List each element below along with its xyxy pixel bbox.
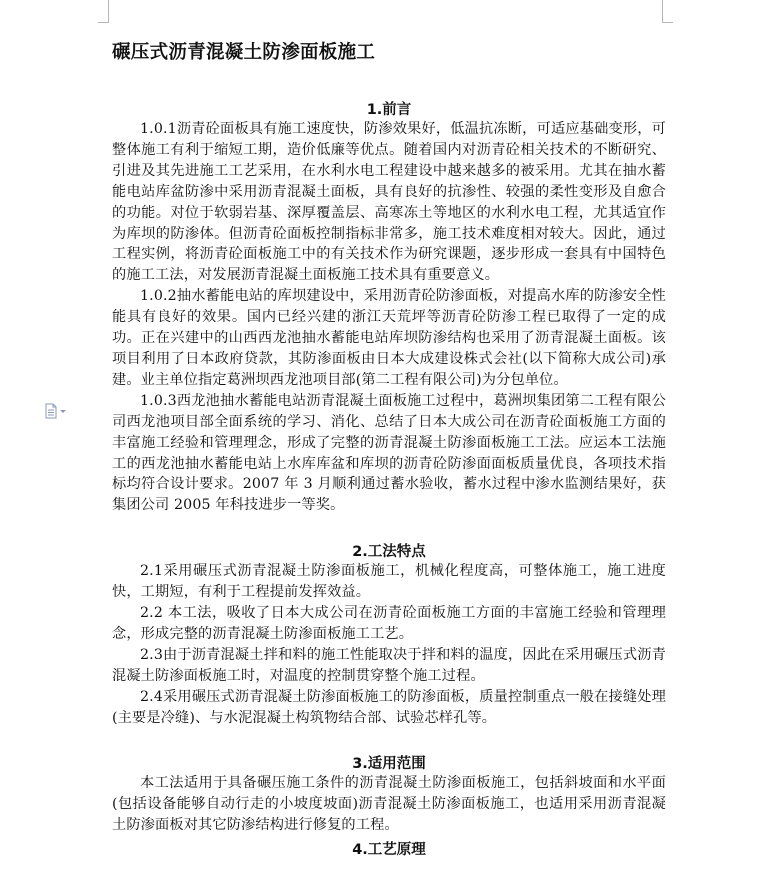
section-scope bbox=[112, 752, 666, 836]
document-icon[interactable] bbox=[44, 403, 72, 419]
section-intro bbox=[112, 98, 666, 516]
section-heading: 2.工法特点 bbox=[352, 544, 426, 561]
page-corner-mark-right bbox=[662, 0, 673, 23]
paragraph: 1.0.3西龙池抽水蓄能电站沥青混凝土面板施工过程中，葛洲坝集团第二工程有限公司西龙池项目部全面系统的学习、消化、总结了日本大成公司在沥青砼面板施工方面的丰富施工经验和管理理念，形成了完整的沥青混凝土防渗面板施工工法。应运本工法施工的西龙池抽水蓄能电站上水库库盆和库坝的沥青砼防渗面面板质量优良，各项技术指标均符合设计要求。2007 年 3 月顺利通过蓄水验收，蓄水过程中渗水监测结果好，获集团公司 2005 年科技进步一等奖。 bbox=[112, 392, 666, 514]
section-heading: 3.适用范围 bbox=[352, 756, 426, 773]
document-page bbox=[112, 38, 666, 859]
section-heading: 4.工艺原理 bbox=[352, 842, 426, 859]
paragraph: 2.2 本工法，吸收了日本大成公司在沥青砼面板施工方面的丰富施工经验和管理理念，形成完整的沥青混凝土防渗面板施工工艺。 bbox=[112, 605, 666, 642]
paragraph: 2.1采用碾压式沥青混凝土防渗面板施工，机械化程度高，可整体施工，施工进度快，工期短，有利于工程提前发挥效益。 bbox=[112, 563, 666, 601]
section-heading: 1.前言 bbox=[366, 102, 412, 118]
paragraph: 2.4采用碾压式沥青混凝土防渗面板施工的防渗面板，质量控制重点一般在接缝处理(主要是冷缝)、与水泥混凝土构筑物结合部、试验芯样孔等。 bbox=[112, 688, 666, 726]
paragraph: 1.0.2抽水蓄能电站的库坝建设中，采用沥青砼防渗面板，对提高水库的防渗安全性能具有良好的效果。国内已经兴建的浙江天荒坪等沥青砼防渗工程已取得了一定的成功。正在兴建中的山西西龙池抽水蓄能电站库坝防渗结构也采用了沥青混凝土面板。该项目利用了日本政府贷款，其防渗面板由日本大成建设株式会社(以下简称大成公司)承建。业主单位指定葛洲坝西龙池项目部(第二工程有限公司)为分包单位。 bbox=[112, 288, 666, 388]
paragraph: 本工法适用于具备碾压施工条件的沥青混凝土防渗面板施工，包括斜坡面和水平面(包括设备能够自动行走的小坡度坡面)沥青混凝土防渗面板施工，也适用采用沥青混凝土防渗面板对其它防渗结构进行修复的工程。 bbox=[112, 775, 666, 834]
section-principle bbox=[112, 838, 666, 859]
paragraph: 2.3由于沥青混凝土拌和料的施工性能取决于拌和料的温度，因此在采用碾压式沥青混凝土防渗面板施工时，对温度的控制贯穿整个施工过程。 bbox=[112, 646, 666, 684]
document-title: 碾压式沥青混凝土防渗面板施工 bbox=[112, 42, 376, 63]
paragraph: 1.0.1沥青砼面板具有施工速度快，防渗效果好，低温抗冻断，可适应基础变形，可整体施工有利于缩短工期，造价低廉等优点。随着国内对沥青砼相关技术的不断研究、引进及其先进施工工艺采用，在水利水电工程建设中越来越多的被采用。尤其在抽水蓄能电站库盆防渗中采用沥青混凝土面板，具有良好的抗渗性、较强的柔性变形及自愈合的功能。对位于软弱岩基、深厚覆盖层、高寒冻土等地区的水利水电工程，尤其适宜作为库坝的防渗体。但沥青砼面板控制指标非常多，施工技术难度相对较大。因此，通过工程实例，将沥青砼面板施工中的有关技术作为研究课题，逐步形成一套具有中国特色的施工工法，对发展沥青混凝土面板施工技术具有重要意义。 bbox=[112, 121, 666, 284]
page-corner-mark-left bbox=[98, 0, 109, 23]
section-features bbox=[112, 540, 666, 728]
